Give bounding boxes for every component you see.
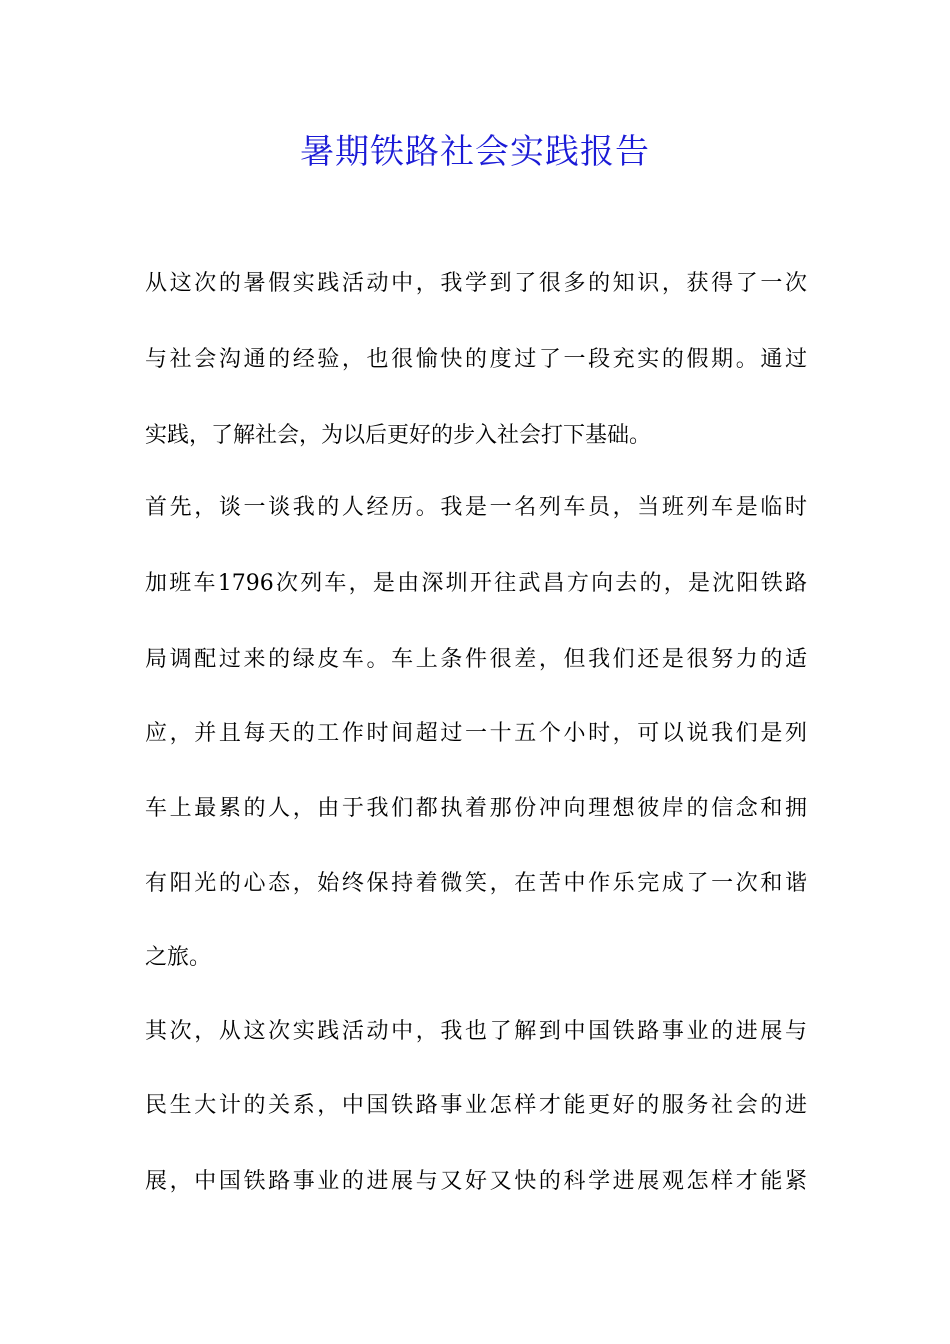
paragraph-line: 其次，从这次实践活动中，我也了解到中国铁路事业的进展与 [145, 1019, 807, 1044]
paragraph-line: 应，并且每天的工作时间超过一十五个小时，可以说我们是列 [145, 721, 807, 746]
paragraph-line: 加班车1796次列车，是由深圳开往武昌方向去的，是沈阳铁路 [145, 571, 807, 596]
paragraph-line: 与社会沟通的经验，也很愉快的度过了一段充实的假期。通过 [145, 347, 807, 372]
paragraph-line: 有阳光的心态，始终保持着微笑，在苦中作乐完成了一次和谐 [145, 871, 807, 896]
paragraph-line: 首先，谈一谈我的人经历。我是一名列车员，当班列车是临时 [145, 495, 807, 520]
paragraph-line: 展，中国铁路事业的进展与又好又快的科学进展观怎样才能紧 [145, 1169, 807, 1194]
paragraph-line: 实践，了解社会，为以后更好的步入社会打下基础。 [145, 423, 652, 448]
paragraph-line: 之旅。 [145, 945, 212, 970]
paragraph-line: 民生大计的关系，中国铁路事业怎样才能更好的服务社会的进 [145, 1093, 807, 1118]
paragraph-line: 车上最累的人，由于我们都执着那份冲向理想彼岸的信念和拥 [145, 796, 807, 821]
document-title: 暑期铁路社会实践报告 [300, 132, 650, 172]
paragraph-line: 局调配过来的绿皮车。车上条件很差，但我们还是很努力的适 [145, 647, 807, 672]
paragraph-line: 从这次的暑假实践活动中，我学到了很多的知识，获得了一次 [145, 271, 807, 296]
